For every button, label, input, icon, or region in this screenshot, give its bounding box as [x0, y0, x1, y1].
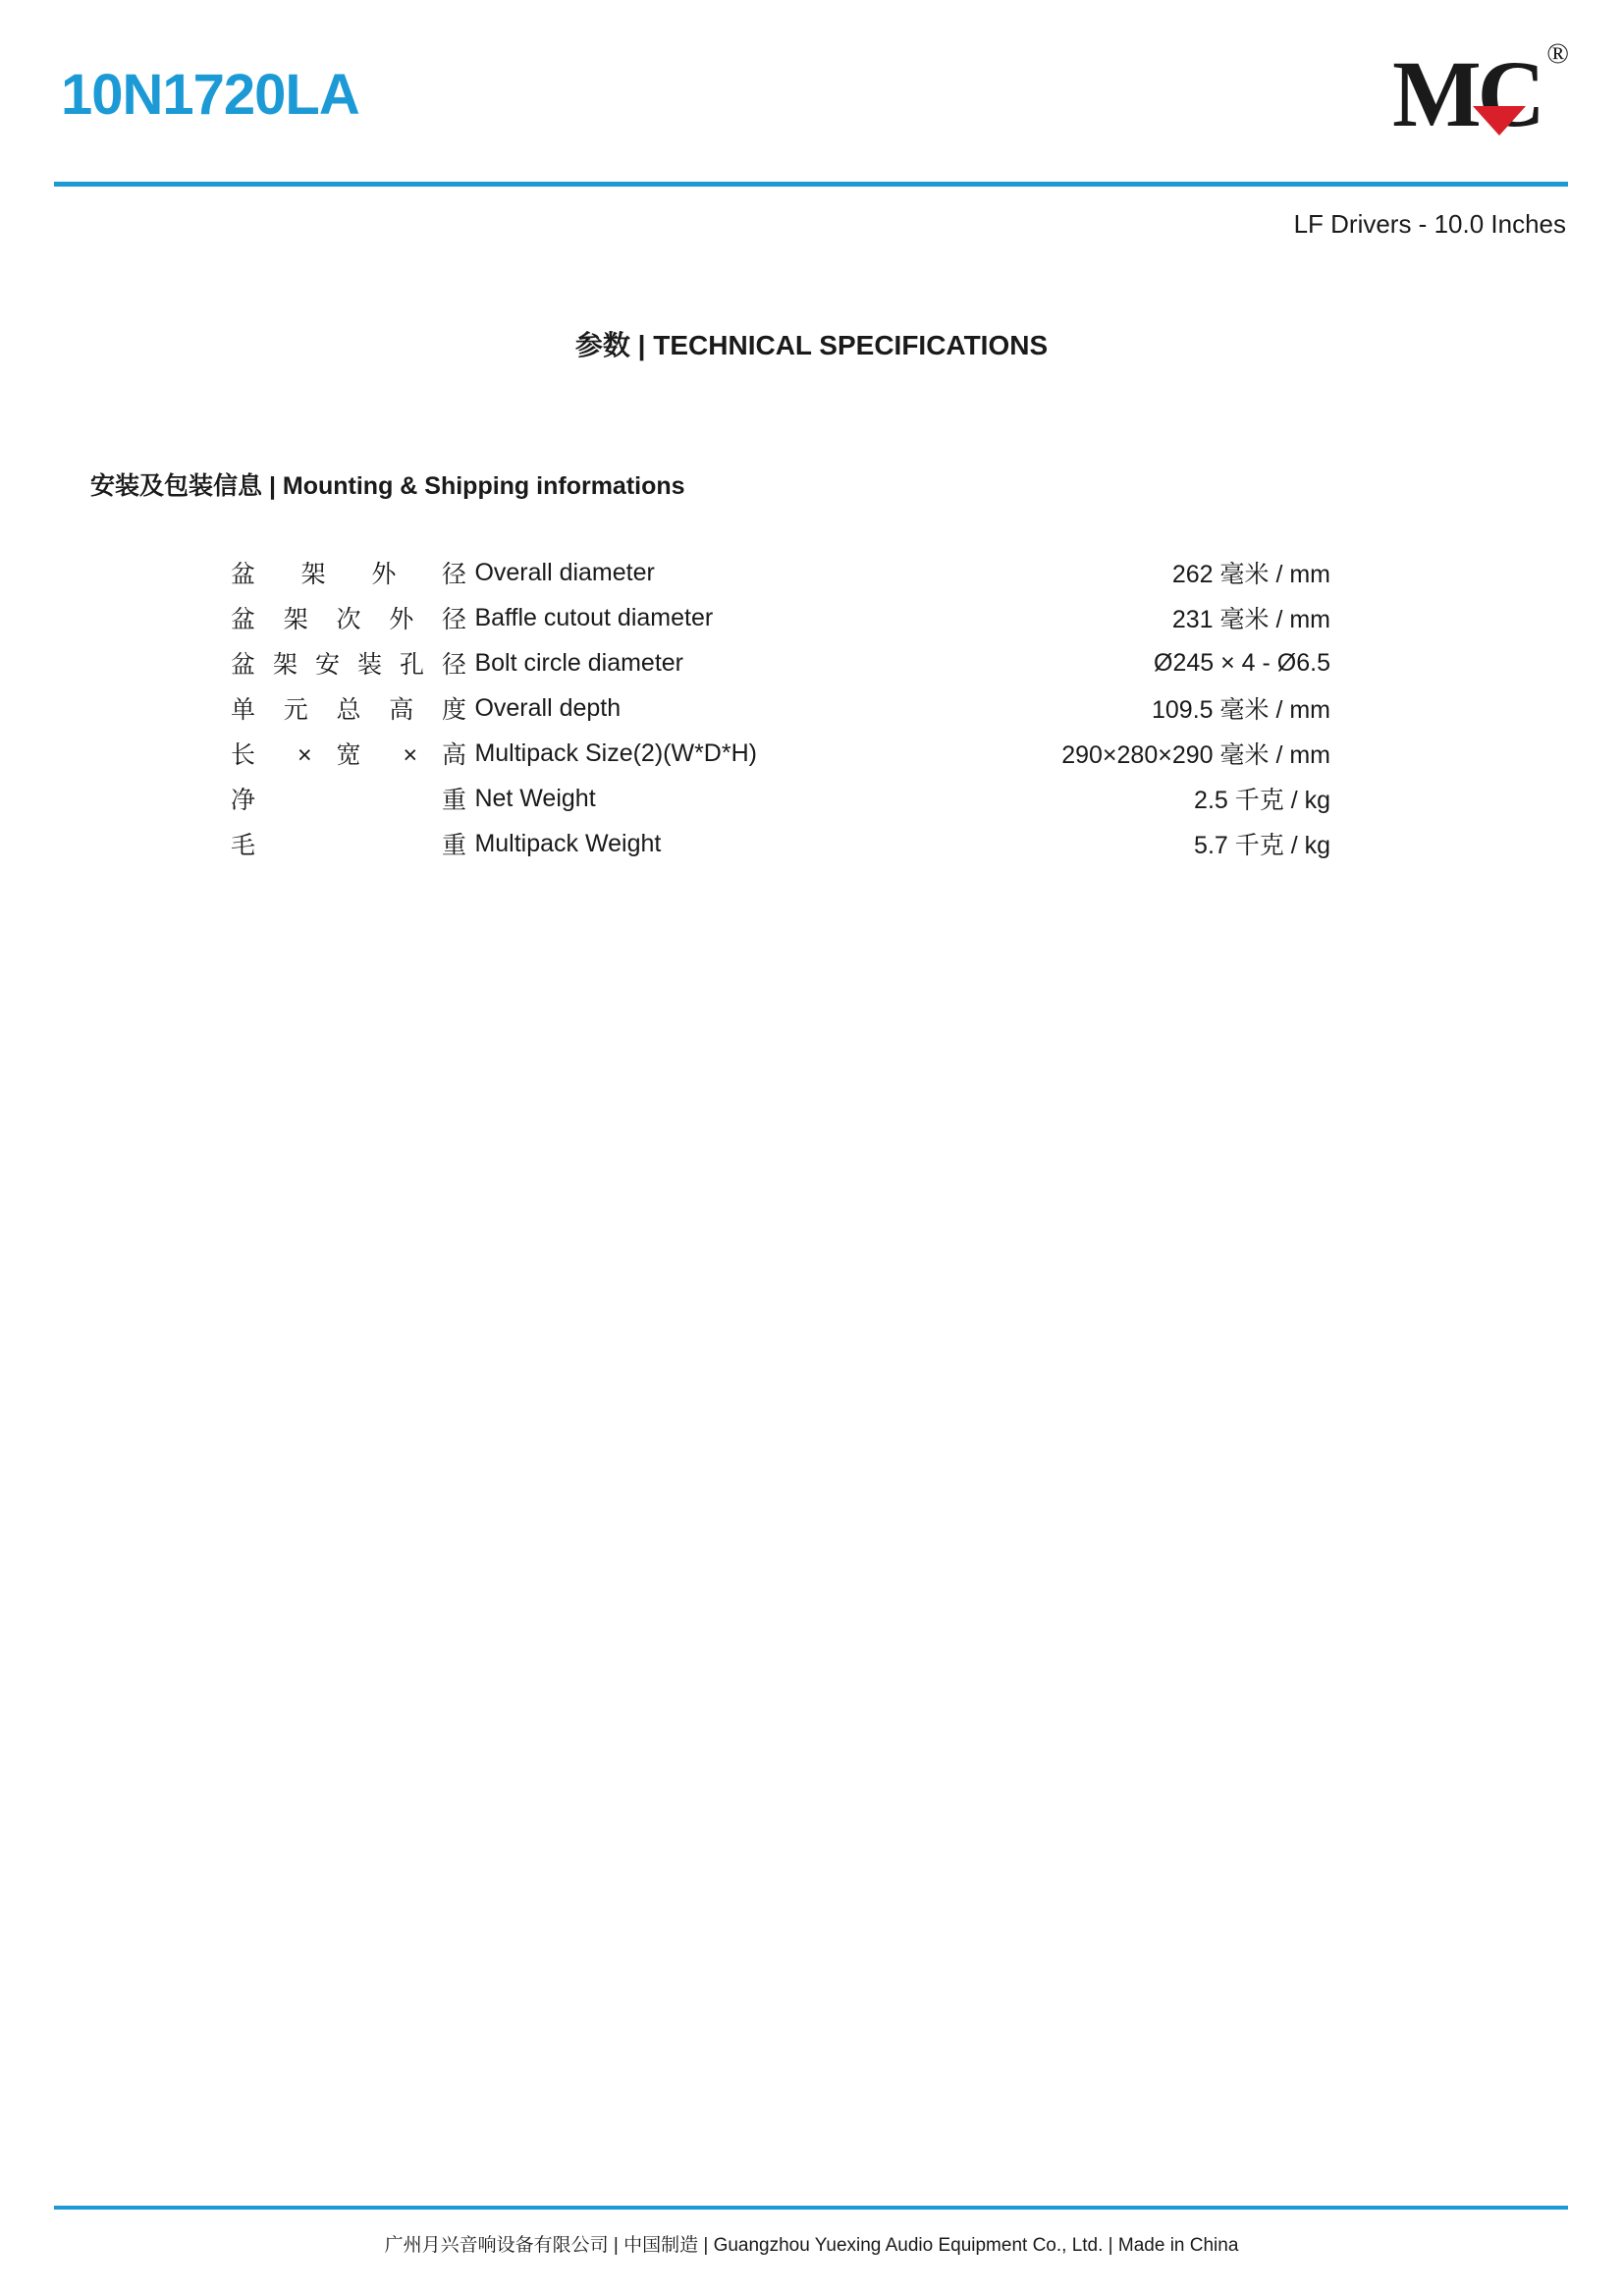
specifications-heading: 参数 | TECHNICAL SPECIFICATIONS: [574, 330, 1049, 360]
spec-label-en: Multipack Size(2)(W*D*H): [474, 738, 757, 767]
logo-triangle-icon: [1473, 106, 1526, 136]
mounting-section-heading: 安装及包装信息 | Mounting & Shipping informations: [90, 472, 685, 500]
footer-divider: [54, 2206, 1568, 2210]
spec-label-en: Multipack Weight: [474, 829, 662, 857]
spec-value: 5.7 千克 / kg: [1194, 832, 1330, 859]
spec-label-cn: 盆架次外径: [231, 606, 466, 633]
table-row: [231, 550, 1330, 595]
brand-logo: [1157, 29, 1569, 146]
spec-label-en: Bolt circle diameter: [474, 648, 684, 677]
spec-label-en: Overall diameter: [474, 558, 655, 586]
spec-value: Ø245 × 4 - Ø6.5: [1154, 648, 1330, 677]
table-row: [231, 776, 1330, 821]
table-row: [231, 595, 1330, 640]
page-header: [0, 0, 1623, 239]
spec-label-en: Overall depth: [474, 693, 622, 722]
spec-label-cn: 盆架外径: [231, 561, 466, 588]
mounting-spec-table: [231, 550, 1330, 866]
table-row: [231, 731, 1330, 776]
spec-label-cn: 单元总高度: [231, 696, 466, 724]
table-row: [231, 821, 1330, 866]
spec-label-en: Net Weight: [474, 784, 596, 812]
header-divider: [54, 182, 1568, 187]
table-row: [231, 685, 1330, 731]
spec-label-cn: 净重: [231, 787, 466, 814]
footer-company-info: 广州月兴音响设备有限公司 | 中国制造 | Guangzhou Yuexing Audio Equipment Co., Ltd. | Made in China: [384, 2235, 1239, 2256]
spec-label-en: Baffle cutout diameter: [474, 603, 714, 631]
spec-value: 290×280×290 毫米 / mm: [1061, 741, 1330, 769]
spec-value: 2.5 千克 / kg: [1194, 787, 1330, 814]
page-title: 10N1720LA: [61, 63, 359, 127]
spec-value: 109.5 毫米 / mm: [1152, 696, 1330, 724]
logo-text: MC: [1392, 41, 1542, 146]
table-row: [231, 640, 1330, 685]
spec-value: 231 毫米 / mm: [1171, 606, 1330, 633]
registered-trademark-icon: ®: [1546, 37, 1569, 70]
spec-value: 262 毫米 / mm: [1171, 561, 1330, 588]
spec-label-cn: 长 × 宽 × 高: [231, 741, 466, 769]
product-category-label: LF Drivers - 10.0 Inches: [1293, 209, 1566, 239]
spec-label-cn: 盆架安装孔径: [231, 651, 466, 679]
spec-label-cn: 毛重: [231, 832, 466, 859]
